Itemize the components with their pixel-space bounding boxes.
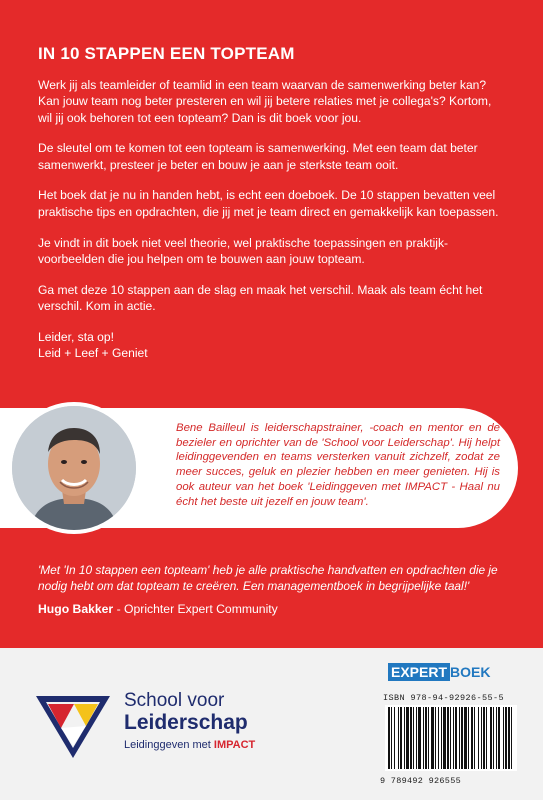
logo-tagline-prefix: Leidinggeven met xyxy=(124,739,214,751)
quote-author-role: - Oprichter Expert Community xyxy=(113,602,278,616)
signoff xyxy=(38,329,504,362)
logo-text-line-1: School voor xyxy=(124,690,225,711)
blurb-paragraph: Het boek dat je nu in handen hebt, is echt een doeboek. De 10 stappen bevatten veel praktische tips en opdrachten, die jij met je team direct en gemakkelijk kan toepassen. xyxy=(38,188,499,219)
blurb-paragraph: Ga met deze 10 stappen aan de slag en maak het verschil. Maak als team écht het verschil. Kom in actie. xyxy=(38,282,483,313)
isbn-label: ISBN 978-94-92926-55-5 xyxy=(383,693,505,703)
author-bio: Bene Bailleul is leiderschapstrainer, -coach en mentor en de bezieler en oprichter van de 'School voor Leiderschap'. Hij helpt leidinggevenden en teams versterken vanuit zichzelf, zodat ze meer succes, geluk en plezier hebben en meer genieten. Hij is ook auteur van het boek 'Leidinggeven met IMPACT - Haal nu écht het beste uit jezelf en jouw team'. xyxy=(176,422,500,508)
imprint-part-2: BOEK xyxy=(450,664,491,680)
signoff-line-1: Leider, sta op! xyxy=(38,329,114,344)
expertboek-imprint xyxy=(388,664,490,680)
blurb-paragraph: De sleutel om te komen tot een topteam is samenwerking. Met een team dat beter samenwerkt, presteer je beter en bouw je aan je sterkste team ooit. xyxy=(38,141,478,172)
barcode xyxy=(385,705,517,771)
author-photo xyxy=(8,402,140,534)
logo-tagline xyxy=(124,739,255,751)
author-portrait-illustration xyxy=(12,406,136,530)
barcode-digits: 9 789492 926555 xyxy=(380,776,462,786)
cover-title: IN 10 STAPPEN EEN TOPTEAM xyxy=(38,44,295,63)
blurb-paragraph: Werk jij als teamleider of teamlid in een team waarvan de samenwerking beter kan? Kan jouw team nog beter presteren en wil jij betere relaties met je collega's? Kortom, wil jij ook behoren tot een topteam? Dan is dit boek voor jou. xyxy=(38,78,492,125)
endorsement-quote: 'Met 'In 10 stappen een topteam' heb je alle praktische handvatten en opdrachten die je nodig hebt om dat topteam te creëren. Een managementboek in begrijpelijke taal!' xyxy=(38,563,498,594)
quote-author-name: Hugo Bakker xyxy=(38,602,114,616)
blurb-paragraph: Je vindt in dit boek niet veel theorie, wel praktische toepassingen en praktijk-voorbeelden die jou helpen om te bouwen aan jouw topteam. xyxy=(38,235,449,266)
imprint-part-1: EXPERT xyxy=(388,663,450,681)
school-voor-leiderschap-logo-icon xyxy=(34,690,112,760)
logo-tagline-impact: IMPACT xyxy=(213,739,256,751)
endorsement-author xyxy=(38,602,508,616)
blurb xyxy=(38,77,504,361)
logo-text-line-2: Leiderschap xyxy=(124,711,248,734)
signoff-line-2: Leid + Leef + Geniet xyxy=(38,346,148,361)
